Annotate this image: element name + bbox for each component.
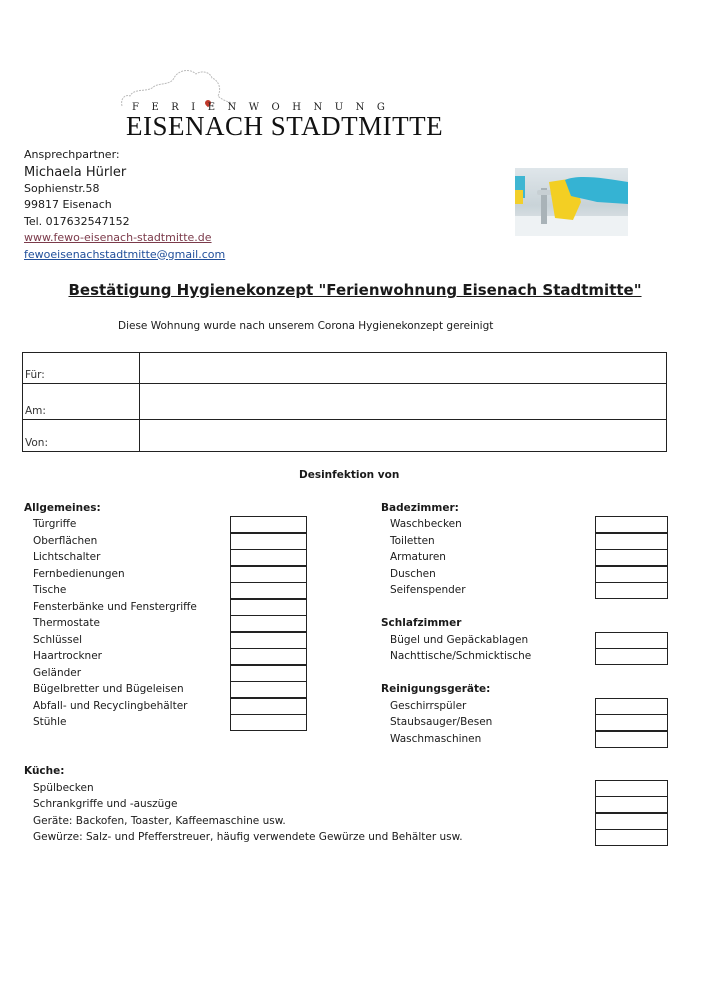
item-schrankgriffe: Schrankgriffe und -auszüge: [33, 798, 178, 810]
section-kueche-heading: Küche:: [24, 765, 65, 777]
item-thermostate: Thermostate: [33, 617, 100, 629]
item-gelaender: Geländer: [33, 666, 82, 679]
checkbox-fensterbaenke[interactable]: [230, 599, 307, 616]
section-allgemeines-heading: Allgemeines:: [24, 502, 101, 514]
item-stuehle: Stühle: [33, 716, 67, 728]
email-link[interactable]: fewoeisenachstadtmitte@gmail.com: [24, 247, 226, 261]
item-geschirrspueler: Geschirrspüler: [390, 699, 467, 712]
checkbox-seifenspender[interactable]: [595, 582, 668, 599]
form-row-von: [23, 420, 667, 452]
checkbox-lichtschalter[interactable]: [230, 549, 307, 566]
checkbox-geraete[interactable]: [595, 813, 668, 830]
logo-subtitle: FERIENWOHNUNG: [132, 102, 398, 113]
section-schlafzimmer-heading: Schlafzimmer: [381, 617, 462, 629]
item-nachttische: Nachttische/Schmicktische: [390, 650, 532, 662]
website-link[interactable]: www.fewo-eisenach-stadtmitte.de: [24, 231, 212, 244]
checkbox-gelaender[interactable]: [230, 665, 307, 682]
faucet-cleaning-image: [515, 168, 628, 236]
item-waschbecken: Waschbecken: [390, 518, 462, 530]
checkbox-thermostate[interactable]: [230, 615, 307, 632]
contact-phone: Tel. 017632547152: [24, 214, 130, 228]
checkbox-geschirrspueler[interactable]: [595, 698, 668, 715]
form-row-fuer: [23, 353, 667, 384]
contact-block: [24, 147, 225, 263]
item-lichtschalter: Lichtschalter: [33, 551, 101, 563]
checkbox-schrankgriffe[interactable]: [595, 796, 668, 813]
checkbox-waschbecken[interactable]: [595, 516, 668, 533]
item-seifenspender: Seifenspender: [390, 584, 466, 596]
form-label-von: Von:: [23, 420, 140, 452]
form-field-am[interactable]: [140, 384, 667, 420]
section-reinigungsgeraete-heading: Reinigungsgeräte:: [381, 683, 491, 695]
contact-city: 99817 Eisenach: [24, 198, 112, 211]
item-fernbedienungen: Fernbedienungen: [33, 567, 125, 580]
checkbox-schluessel[interactable]: [230, 632, 307, 649]
item-gewuerze: Gewürze: Salz- und Pfefferstreuer, häufig verwendete Gewürze und Behälter usw.: [33, 831, 463, 843]
item-haartrockner: Haartrockner: [33, 650, 102, 662]
checkbox-stuehle[interactable]: [230, 714, 307, 731]
checkbox-spuelbecken[interactable]: [595, 780, 668, 797]
item-buegelbretter: Bügelbretter und Bügeleisen: [33, 683, 184, 695]
item-geraete: Geräte: Backofen, Toaster, Kaffeemaschine usw.: [33, 814, 286, 827]
item-spuelbecken: Spülbecken: [33, 781, 94, 794]
checkbox-tuergriffe[interactable]: [230, 516, 307, 533]
checkbox-gewuerze[interactable]: [595, 829, 668, 846]
disinfection-heading: Desinfektion von: [299, 469, 400, 481]
cleaning-photo: [515, 168, 628, 236]
item-buegel: Bügel und Gepäckablagen: [390, 633, 529, 646]
checkbox-buegelbretter[interactable]: [230, 681, 307, 698]
item-armaturen: Armaturen: [390, 551, 446, 563]
checkbox-toiletten[interactable]: [595, 533, 668, 550]
contact-street: Sophienstr.58: [24, 181, 100, 195]
checkbox-buegel[interactable]: [595, 632, 668, 649]
item-duschen: Duschen: [390, 567, 436, 580]
subtitle: Diese Wohnung wurde nach unserem Corona Hygienekonzept gereinigt: [118, 320, 494, 332]
form-field-von[interactable]: [140, 420, 667, 452]
checkbox-duschen[interactable]: [595, 566, 668, 583]
form-label-am: Am:: [23, 384, 140, 420]
checkbox-nachttische[interactable]: [595, 648, 668, 665]
checkbox-oberflaechen[interactable]: [230, 533, 307, 550]
logo: [118, 66, 538, 141]
page-title: Bestätigung Hygienekonzept "Ferienwohnung Eisenach Stadtmitte": [68, 281, 642, 299]
form-row-am: [23, 384, 667, 420]
checkbox-fernbedienungen[interactable]: [230, 566, 307, 583]
checkbox-abfall[interactable]: [230, 698, 307, 715]
item-waschmaschinen: Waschmaschinen: [390, 733, 482, 745]
item-tuergriffe: Türgriffe: [33, 518, 77, 530]
contact-name: Michaela Hürler: [24, 164, 127, 180]
item-tische: Tische: [33, 584, 67, 596]
item-toiletten: Toiletten: [390, 534, 435, 547]
checkbox-haartrockner[interactable]: [230, 648, 307, 665]
item-oberflaechen: Oberflächen: [33, 534, 98, 547]
contact-label: Ansprechpartner:: [24, 148, 120, 161]
form-field-fuer[interactable]: [140, 353, 667, 384]
checkbox-tische[interactable]: [230, 582, 307, 599]
item-staubsauger: Staubsauger/Besen: [390, 716, 493, 728]
item-schluessel: Schlüssel: [33, 633, 82, 646]
item-abfall: Abfall- und Recyclingbehälter: [33, 699, 188, 712]
checkbox-waschmaschinen[interactable]: [595, 731, 668, 748]
logo-title: EISENACH STADTMITTE: [126, 111, 444, 141]
info-table: [22, 352, 667, 452]
checkbox-staubsauger[interactable]: [595, 714, 668, 731]
form-label-fuer: Für:: [23, 353, 140, 384]
item-fensterbaenke: Fensterbänke und Fenstergriffe: [33, 600, 197, 613]
section-badezimmer-heading: Badezimmer:: [381, 502, 459, 514]
checkbox-armaturen[interactable]: [595, 549, 668, 566]
